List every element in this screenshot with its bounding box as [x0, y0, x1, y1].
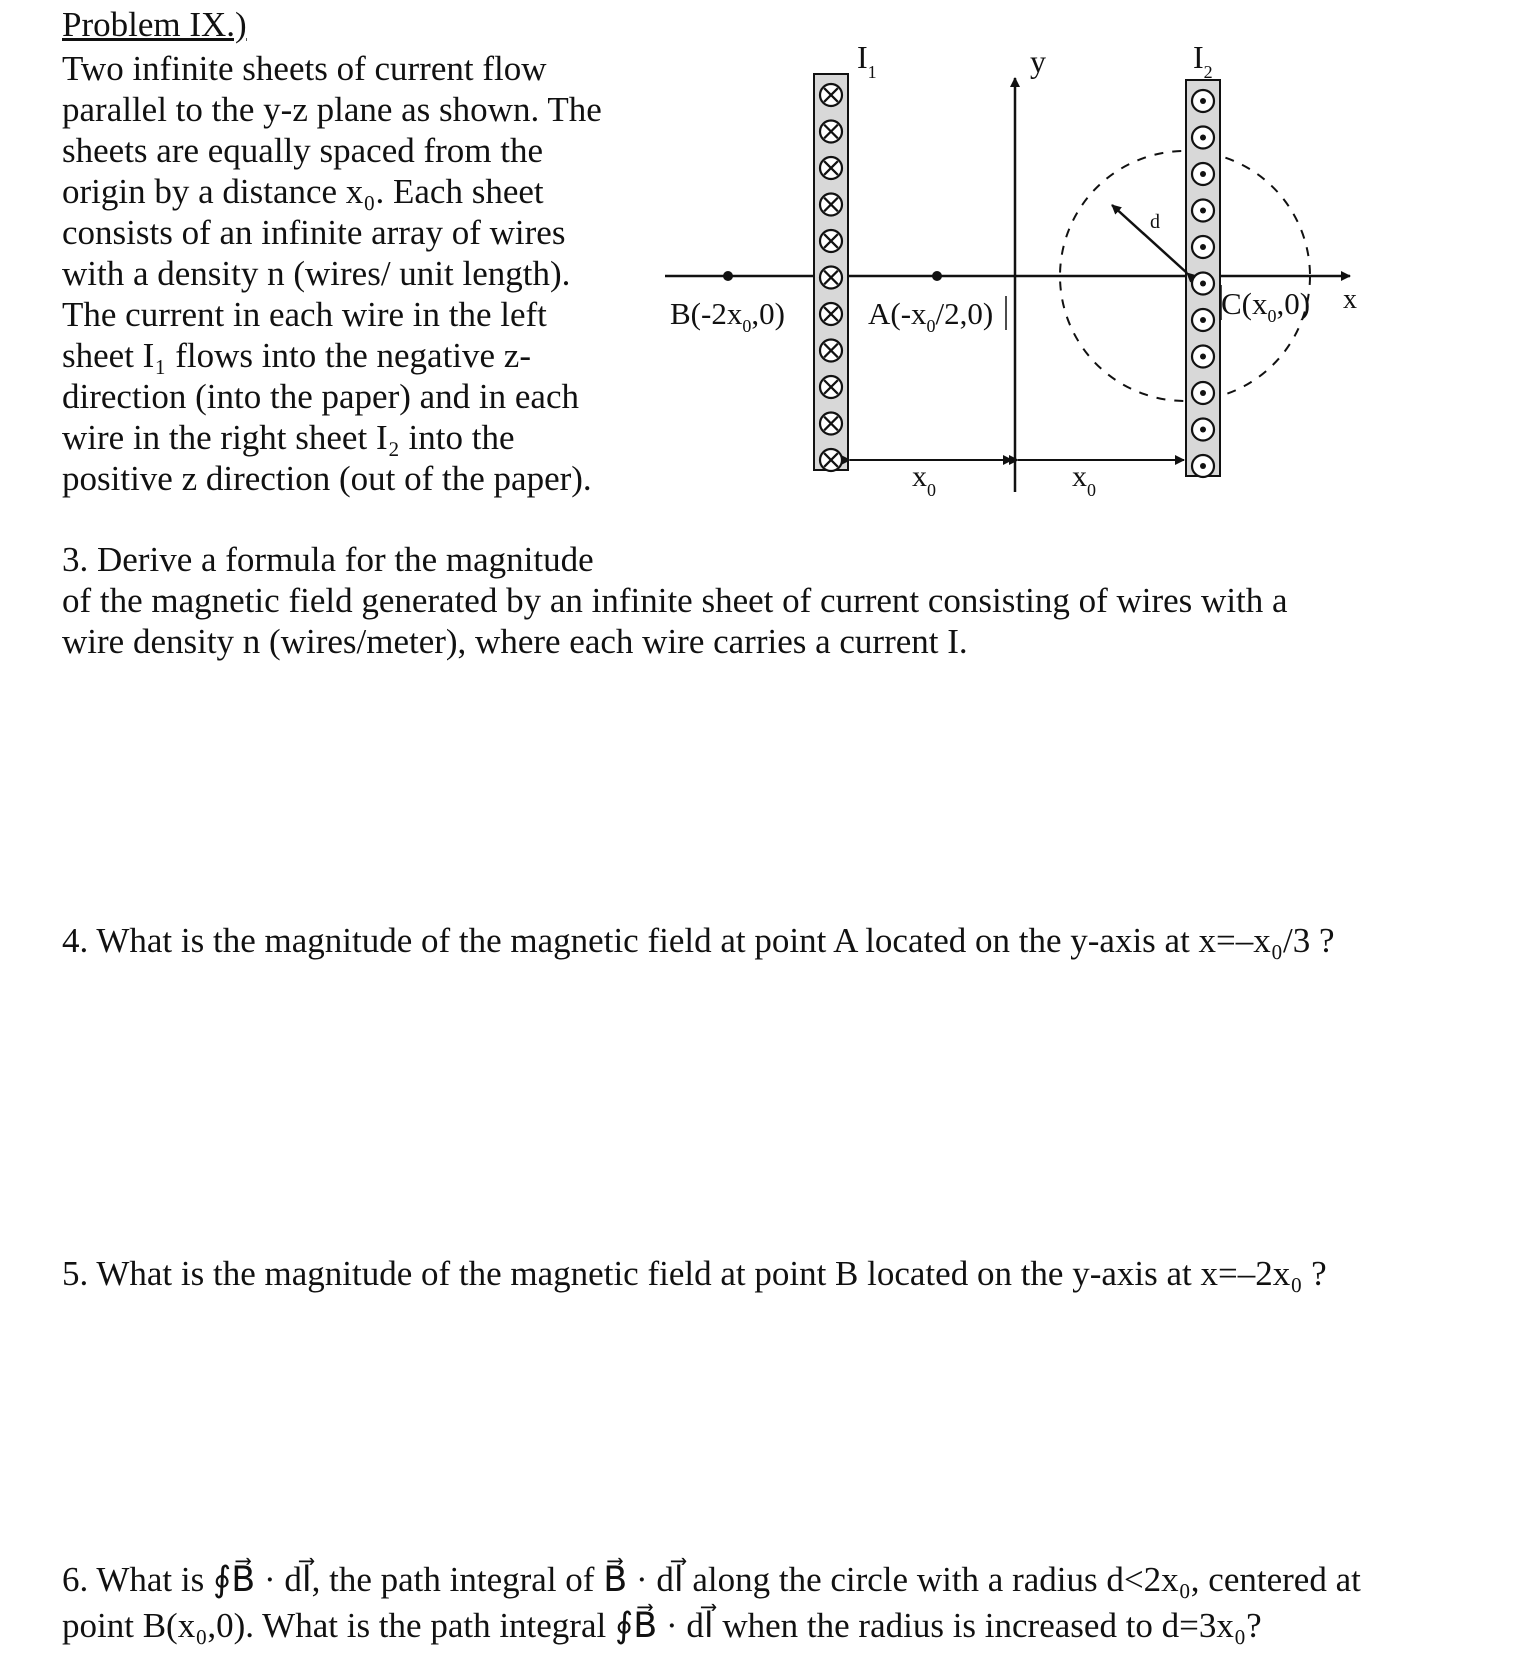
question-4: 4. What is the magnitude of the magnetic field at point A located on the y-axis at x=–x₀/3 ?	[62, 921, 1335, 960]
label-x: x	[1343, 284, 1357, 315]
question-6-line: 6. What is ∮B⃗ · dl⃗, the path integral of B⃗ · dl⃗ along the circle with a radius d<2x₀, centered at	[62, 1560, 1361, 1599]
wire-into-page-icon	[820, 194, 842, 216]
question-6	[62, 1557, 1361, 1649]
intro-line: sheets are equally spaced from the	[62, 131, 544, 170]
wire-out-of-page-icon	[1192, 127, 1214, 149]
wire-out-of-page-icon	[1192, 419, 1214, 441]
wire-into-page-icon	[820, 157, 842, 179]
wire-out-of-page-icon	[1192, 200, 1214, 222]
label-y: y	[1030, 43, 1046, 79]
label-C: $C(x_0,0)$	[1221, 286, 1311, 326]
problem-title: Problem IX.)	[62, 5, 247, 44]
wire-into-page-icon	[820, 267, 842, 289]
intro-line: positive z direction (out of the paper).	[62, 459, 592, 498]
intro-line: origin by a distance x₀. Each sheet	[62, 172, 544, 211]
intro-line: consists of an infinite array of wires	[62, 213, 566, 252]
wire-into-page-icon	[820, 121, 842, 143]
label-I1: $I_1$	[857, 39, 877, 82]
question-3-line: wire density n (wires/meter), where each wire carries a current I.	[62, 622, 968, 661]
current-sheets-diagram	[0, 0, 1518, 520]
wire-into-page-icon	[820, 376, 842, 398]
wire-into-page-icon	[820, 413, 842, 435]
question-3-line: 3. Derive a formula for the magnitude	[62, 540, 594, 579]
intro-line: Two infinite sheets of current flow	[62, 49, 547, 88]
wire-out-of-page-icon	[1192, 273, 1214, 295]
intro-line: The current in each wire in the left	[62, 295, 547, 334]
wire-into-page-icon	[820, 340, 842, 362]
wire-into-page-icon	[820, 303, 842, 325]
wire-out-of-page-icon	[1192, 346, 1214, 368]
radius-label: d	[1150, 211, 1160, 233]
label-I2: $I_2$	[1193, 39, 1213, 82]
wire-into-page-icon	[820, 230, 842, 252]
wire-out-of-page-icon	[1192, 455, 1214, 477]
label-B: $B(-2x_0,0)$	[670, 296, 785, 336]
label-x0-left: $x_0$	[912, 460, 936, 500]
wire-out-of-page-icon	[1192, 309, 1214, 331]
question-3	[62, 539, 1288, 662]
label-A: $A(-x_0/2,0)$	[868, 296, 994, 336]
wire-out-of-page-icon	[1192, 382, 1214, 404]
question-3-line: of the magnetic field generated by an infinite sheet of current consisting of wires with a	[62, 581, 1288, 620]
point-B	[723, 271, 733, 281]
intro-line: wire in the right sheet I₂ into the	[62, 418, 515, 457]
question-5: 5. What is the magnitude of the magnetic field at point B located on the y-axis at x=–2x₀ ?	[62, 1254, 1327, 1293]
wire-out-of-page-icon	[1192, 236, 1214, 258]
intro-line: sheet I₁ flows into the negative z-	[62, 336, 531, 375]
wire-out-of-page-icon	[1192, 163, 1214, 185]
wire-into-page-icon	[820, 449, 842, 471]
question-6-line: point B(x₀,0). What is the path integral ∮B⃗ · dl⃗ when the radius is increased to d=3x₀?	[62, 1606, 1262, 1645]
point-A	[932, 271, 942, 281]
intro-line: direction (into the paper) and in each	[62, 377, 580, 416]
label-x0-right: $x_0$	[1072, 460, 1096, 500]
intro-line: parallel to the y-z plane as shown. The	[62, 90, 602, 129]
wire-into-page-icon	[820, 84, 842, 106]
wire-out-of-page-icon	[1192, 90, 1214, 112]
intro-line: with a density n (wires/ unit length).	[62, 254, 571, 293]
